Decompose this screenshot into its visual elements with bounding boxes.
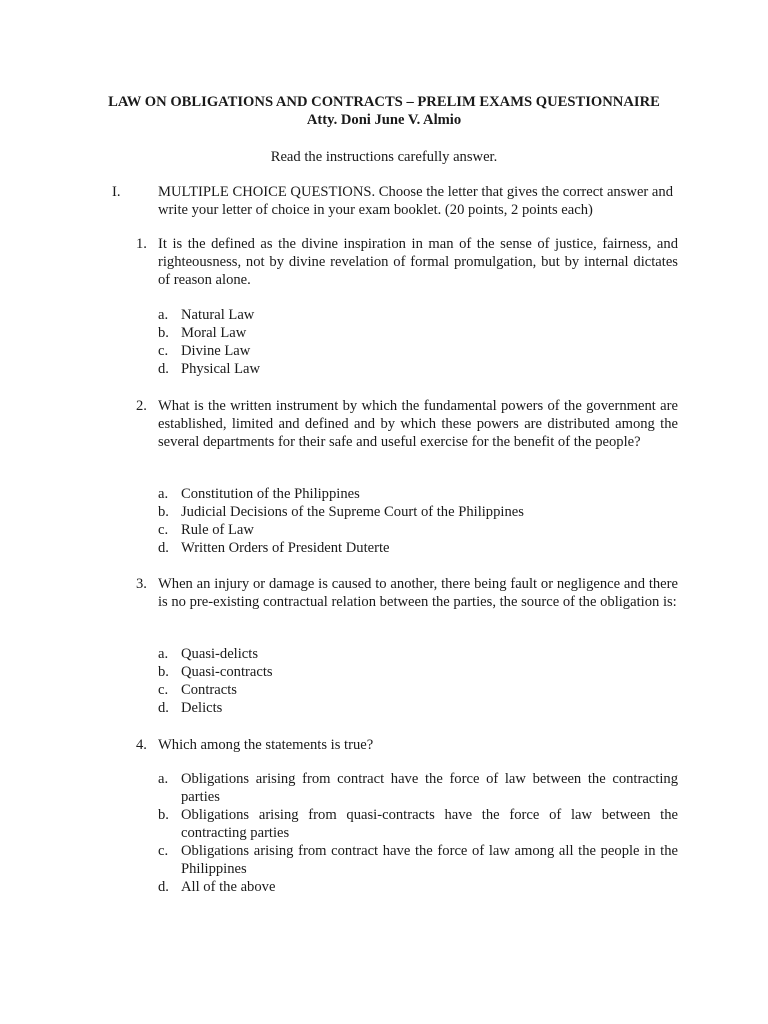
option-letter: c. [158,522,169,538]
option-letter: b. [158,504,169,520]
option-text: Quasi-contracts [181,664,273,680]
question-number: 1. [136,236,147,252]
option-letter: a. [158,486,169,502]
option-text: All of the above [181,879,276,895]
option-letter: c. [158,682,169,698]
question-number: 2. [136,398,147,414]
instructions-text: Read the instructions carefully answer. [270,149,498,165]
option-letter: b. [158,807,169,823]
option-letter: a. [158,771,169,787]
option-text: Quasi-delicts [181,646,259,662]
option-letter: d. [158,540,169,556]
option-text: Natural Law [181,307,255,323]
option-letter: d. [158,700,169,716]
option-letter: a. [158,307,169,323]
question-text: What is the written instrument by which the fundamental powers of the government are established, limited and defined and by which these powers are distributed among the several departments for their safe and useful exercise for the benefit of the people? [158,398,678,450]
option-text: Constitution of the Philippines [181,486,360,502]
option-text: Obligations arising from contract have the force of law between the contracting parties [181,771,678,805]
option-text: Obligations arising from contract have the force of law among all the people in the Philippines [181,843,678,877]
option-letter: d. [158,879,169,895]
option-text: Judicial Decisions of the Supreme Court of the Philippines [181,504,524,520]
option-letter: c. [158,843,169,859]
option-letter: a. [158,646,169,662]
option-text: Physical Law [181,361,261,377]
option-text: Obligations arising from quasi-contracts have the force of law between the contracting parties [181,807,678,841]
question-text: It is the defined as the divine inspiration in man of the sense of justice, fairness, and righteousness, not by divine revelation of formal promulgation, but by internal dictates of reason alone. [158,236,678,288]
question-text: When an injury or damage is caused to another, there being fault or negligence and there is no pre-existing contractual relation between the parties, the source of the obligation is: [158,576,678,610]
question-number: 3. [136,576,147,592]
option-text: Written Orders of President Duterte [181,540,390,556]
option-text: Contracts [181,682,237,698]
section-number: I. [112,184,121,200]
section-instructions: MULTIPLE CHOICE QUESTIONS. Choose the letter that gives the correct answer and write your letter of choice in your exam booklet. (20 points, 2 points each) [158,184,673,218]
option-letter: b. [158,664,169,680]
option-letter: c. [158,343,169,359]
option-letter: b. [158,325,169,341]
option-text: Rule of Law [181,522,254,538]
question-number: 4. [136,737,147,753]
option-text: Divine Law [181,343,251,359]
question-text: Which among the statements is true? [158,737,374,753]
option-letter: d. [158,361,169,377]
option-text: Delicts [181,700,223,716]
document-author: Atty. Doni June V. Almio [306,112,462,128]
option-text: Moral Law [181,325,247,341]
document-title: LAW ON OBLIGATIONS AND CONTRACTS – PRELIM EXAMS QUESTIONNAIRE [108,94,660,110]
